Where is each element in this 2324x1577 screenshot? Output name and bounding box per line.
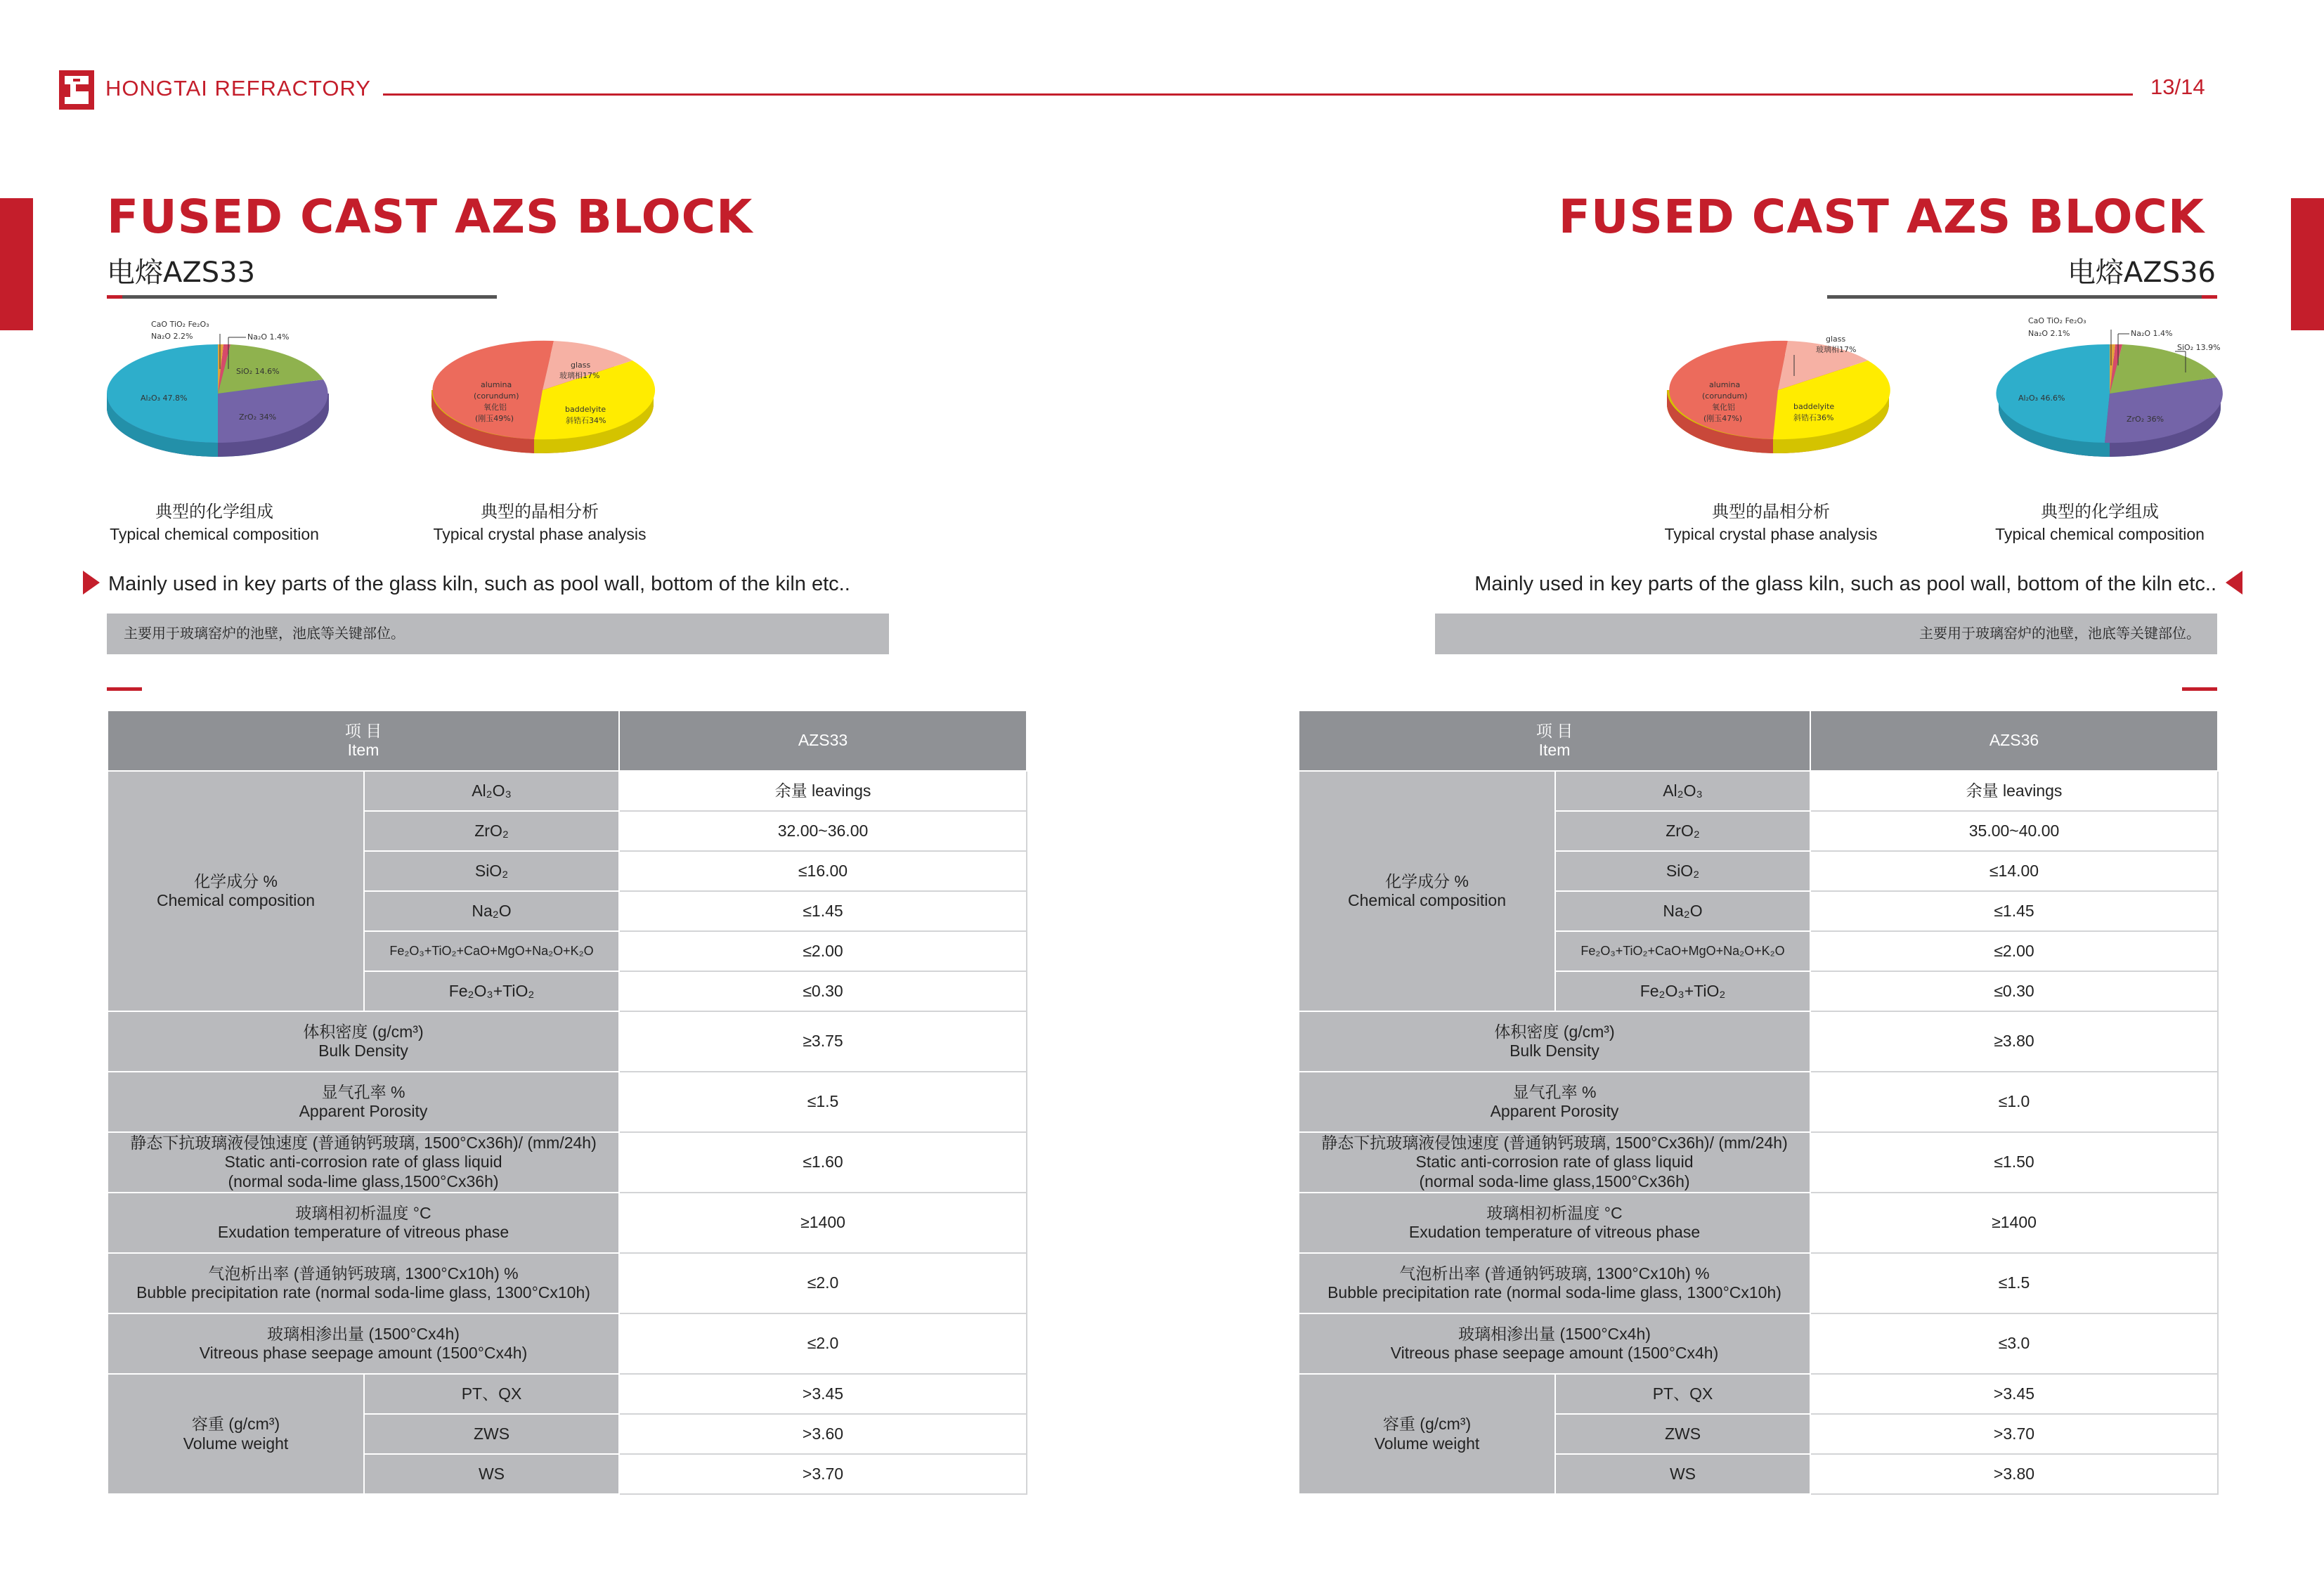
left-dash — [107, 687, 142, 691]
row-value: ≤1.5 — [1810, 1253, 2218, 1313]
caption-en: Typical crystal phase analysis — [433, 525, 647, 543]
row-value: >3.45 — [619, 1374, 1027, 1414]
chem-group-label: 化学成分 % Chemical composition — [1299, 771, 1555, 1011]
row-value: 32.00~36.00 — [619, 811, 1027, 851]
row-label: 静态下抗玻璃液侵蚀速度 (普通钠钙玻璃, 1500°Cx36h)/ (mm/24h) Static anti-corrosion rate of glass liquid (normal soda-lime glass,1500°Cx36h) — [1299, 1132, 1810, 1193]
row-label: WS — [1555, 1454, 1810, 1494]
row-value: 余量 leavings — [619, 771, 1027, 811]
right-title: FUSED CAST AZS BLOCK — [1558, 190, 2205, 244]
pie-label: 斜锆石34% — [566, 416, 606, 425]
right-subtitle-rule — [1827, 295, 2217, 299]
pie-label: SiO₂ 14.6% — [236, 367, 280, 376]
pie-label: baddelyite — [565, 405, 606, 414]
row-value: >3.45 — [1810, 1374, 2218, 1414]
right-side-tab — [2291, 198, 2324, 330]
right-usage-zh: 主要用于玻璃窑炉的池壁，池底等关键部位。 — [1435, 614, 2217, 654]
row-label: ZrO₂ — [364, 811, 619, 851]
table-row — [1299, 1011, 2218, 1072]
row-value: 35.00~40.00 — [1810, 811, 2218, 851]
pie-label: glass — [571, 361, 591, 370]
chem-group-label: 化学成分 % Chemical composition — [108, 771, 364, 1011]
left-subtitle: 电熔AZS33 — [107, 257, 256, 289]
row-label: 玻璃相渗出量 (1500°Cx4h) Vitreous phase seepage amount (1500°Cx4h) — [108, 1313, 619, 1374]
row-value: ≥3.80 — [1810, 1011, 2218, 1072]
row-label: WS — [364, 1454, 619, 1494]
row-label: 气泡析出率 (普通钠钙玻璃, 1300°Cx10h) % Bubble precipitation rate (normal soda-lime glass, 1300°Cx10h) — [108, 1253, 619, 1313]
row-value: >3.80 — [1810, 1454, 2218, 1494]
row-value: ≤1.45 — [1810, 891, 2218, 931]
row-label: Al₂O₃ — [1555, 771, 1810, 811]
pie-label: 氧化铝 — [483, 403, 507, 412]
row-value: 余量 leavings — [1810, 771, 2218, 811]
row-value: ≤2.00 — [619, 931, 1027, 971]
pie-label: 斜锆石36% — [1793, 413, 1834, 422]
table-row — [108, 1132, 1027, 1193]
row-label: 显气孔率 % Apparent Porosity — [108, 1072, 619, 1132]
table-row — [108, 1374, 1027, 1414]
row-value: ≥1400 — [619, 1193, 1027, 1253]
table-row — [1299, 1072, 2218, 1132]
table-row — [108, 1253, 1027, 1313]
row-label: ZWS — [1555, 1414, 1810, 1454]
table-row — [1299, 1132, 2218, 1193]
row-label: 气泡析出率 (普通钠钙玻璃, 1300°Cx10h) % Bubble precipitation rate (normal soda-lime glass, 1300°Cx10h) — [1299, 1253, 1810, 1313]
table-row — [108, 1313, 1027, 1374]
row-value: ≤0.30 — [1810, 971, 2218, 1011]
row-value: ≥1400 — [1810, 1193, 2218, 1253]
pie-label: ZrO₂ 36% — [2127, 415, 2164, 424]
table-row — [1299, 771, 2218, 811]
row-value: ≤3.0 — [1810, 1313, 2218, 1374]
row-value: >3.70 — [1810, 1414, 2218, 1454]
page-number: 13/14 — [2150, 74, 2205, 99]
row-label: PT、QX — [364, 1374, 619, 1414]
pie-label: 玻璃相17% — [1816, 345, 1857, 354]
row-value: ≤1.45 — [619, 891, 1027, 931]
table-row — [108, 1072, 1027, 1132]
row-value: ≤16.00 — [619, 851, 1027, 891]
row-value: ≤14.00 — [1810, 851, 2218, 891]
row-value: ≤2.0 — [619, 1313, 1027, 1374]
pie-label: (corundum) — [1702, 391, 1748, 401]
right-crystal-pie — [1657, 334, 1903, 481]
pie-label: SiO₂ 13.9% — [2177, 343, 2221, 352]
pie-label: Na₂O 2.1% — [2028, 329, 2070, 338]
right-spec-table — [1298, 710, 2219, 1495]
caption-en: Typical chemical composition — [110, 525, 319, 543]
row-label: ZrO₂ — [1555, 811, 1810, 851]
pie-label: (刚玉49%) — [475, 414, 514, 423]
left-crystal-pie — [422, 334, 668, 481]
row-label: 玻璃相初析温度 °C Exudation temperature of vitreous phase — [108, 1193, 619, 1253]
row-value: ≤1.5 — [619, 1072, 1027, 1132]
pie-label: Al₂O₃ 46.6% — [2018, 394, 2065, 403]
row-value: ≤2.0 — [619, 1253, 1027, 1313]
left-side-tab — [0, 198, 33, 330]
row-value: ≥3.75 — [619, 1011, 1027, 1072]
pie-label: glass — [1826, 335, 1846, 344]
row-label: Fe₂O₃+TiO₂ — [364, 971, 619, 1011]
row-value: ≤1.0 — [1810, 1072, 2218, 1132]
table-header-row — [108, 710, 1027, 771]
pie-label: (corundum) — [474, 391, 519, 401]
row-label: SiO₂ — [1555, 851, 1810, 891]
caption-zh: 典型的晶相分析 — [481, 502, 599, 521]
table-row — [1299, 1193, 2218, 1253]
pie-label: CaO TiO₂ Fe₂O₃ — [151, 320, 209, 329]
row-value: ≤2.00 — [1810, 931, 2218, 971]
right-crystal-caption — [1637, 498, 1904, 544]
pie-label: alumina — [481, 380, 512, 389]
pie-label: baddelyite — [1793, 402, 1835, 411]
table-row — [1299, 1313, 2218, 1374]
left-title: FUSED CAST AZS BLOCK — [107, 190, 753, 244]
table-row — [1299, 1374, 2218, 1414]
pie-label: (刚玉47%) — [1703, 414, 1743, 423]
row-label: 显气孔率 % Apparent Porosity — [1299, 1072, 1810, 1132]
left-crystal-caption — [406, 498, 673, 544]
row-value: >3.60 — [619, 1414, 1027, 1454]
grade-header: AZS33 — [619, 710, 1027, 771]
volume-group-label: 容重 (g/cm³) Volume weight — [108, 1374, 364, 1494]
row-label: Na₂O — [364, 891, 619, 931]
caption-en: Typical chemical composition — [1995, 525, 2205, 543]
left-chem-pie — [98, 313, 337, 481]
pie-label: 玻璃相17% — [559, 371, 600, 380]
row-value: ≤1.60 — [619, 1132, 1027, 1193]
table-row — [108, 1193, 1027, 1253]
pie-label: Al₂O₃ 47.8% — [141, 394, 188, 403]
row-label: Fe₂O₃+TiO₂ — [1555, 971, 1810, 1011]
row-label: 体积密度 (g/cm³) Bulk Density — [108, 1011, 619, 1072]
brand-logo-icon — [59, 70, 94, 110]
row-label: PT、QX — [1555, 1374, 1810, 1414]
row-value: ≤0.30 — [619, 971, 1027, 1011]
left-usage-zh: 主要用于玻璃窑炉的池壁，池底等关键部位。 — [107, 614, 889, 654]
caption-en: Typical crystal phase analysis — [1664, 525, 1878, 543]
pie-label: alumina — [1709, 380, 1741, 389]
brand-name: HONGTAI REFRACTORY — [105, 76, 371, 100]
pie-label: CaO TiO₂ Fe₂O₃ — [2028, 316, 2086, 325]
row-label: Fe₂O₃+TiO₂+CaO+MgO+Na₂O+K₂O — [364, 931, 619, 971]
right-dash — [2182, 687, 2217, 691]
table-header-row — [1299, 710, 2218, 771]
row-label: Na₂O — [1555, 891, 1810, 931]
row-label: Al₂O₃ — [364, 771, 619, 811]
left-chem-caption — [81, 498, 348, 544]
item-header: 项 目 Item — [1299, 710, 1810, 771]
row-value: ≤1.50 — [1810, 1132, 2218, 1193]
pie-label: 氧化铝 — [1712, 403, 1735, 412]
right-subtitle: 电熔AZS36 — [2067, 257, 2216, 289]
left-subtitle-rule — [107, 295, 497, 299]
volume-group-label: 容重 (g/cm³) Volume weight — [1299, 1374, 1555, 1494]
table-row — [1299, 1253, 2218, 1313]
row-label: ZWS — [364, 1414, 619, 1454]
row-label: 静态下抗玻璃液侵蚀速度 (普通钠钙玻璃, 1500°Cx36h)/ (mm/24h) Static anti-corrosion rate of glass liquid (normal soda-lime glass,1500°Cx36h) — [108, 1132, 619, 1193]
row-label: 玻璃相初析温度 °C Exudation temperature of vitreous phase — [1299, 1193, 1810, 1253]
header-rule — [383, 93, 2133, 96]
caption-zh: 典型的化学组成 — [2041, 502, 2159, 521]
pie-label: ZrO₂ 34% — [239, 413, 277, 422]
table-row — [108, 771, 1027, 811]
left-arrow-icon — [83, 571, 100, 595]
left-spec-table — [107, 710, 1027, 1495]
row-label: SiO₂ — [364, 851, 619, 891]
right-usage-text: Mainly used in key parts of the glass kiln, such as pool wall, bottom of the kiln etc.. — [1474, 573, 2216, 595]
item-header: 项 目 Item — [108, 710, 619, 771]
row-value: >3.70 — [619, 1454, 1027, 1494]
right-chem-caption — [1966, 498, 2233, 544]
pie-label: Na₂O 1.4% — [247, 332, 290, 342]
right-chem-pie — [1982, 313, 2235, 481]
pie-label: Na₂O 2.2% — [151, 332, 193, 341]
row-label: Fe₂O₃+TiO₂+CaO+MgO+Na₂O+K₂O — [1555, 931, 1810, 971]
caption-zh: 典型的晶相分析 — [1712, 502, 1830, 521]
pie-label: Na₂O 1.4% — [2131, 329, 2173, 338]
table-row — [108, 1011, 1027, 1072]
right-arrow-icon — [2226, 571, 2242, 595]
grade-header: AZS36 — [1810, 710, 2218, 771]
row-label: 玻璃相渗出量 (1500°Cx4h) Vitreous phase seepage amount (1500°Cx4h) — [1299, 1313, 1810, 1374]
row-label: 体积密度 (g/cm³) Bulk Density — [1299, 1011, 1810, 1072]
left-usage-text: Mainly used in key parts of the glass kiln, such as pool wall, bottom of the kiln etc.. — [108, 573, 850, 595]
caption-zh: 典型的化学组成 — [155, 502, 273, 521]
